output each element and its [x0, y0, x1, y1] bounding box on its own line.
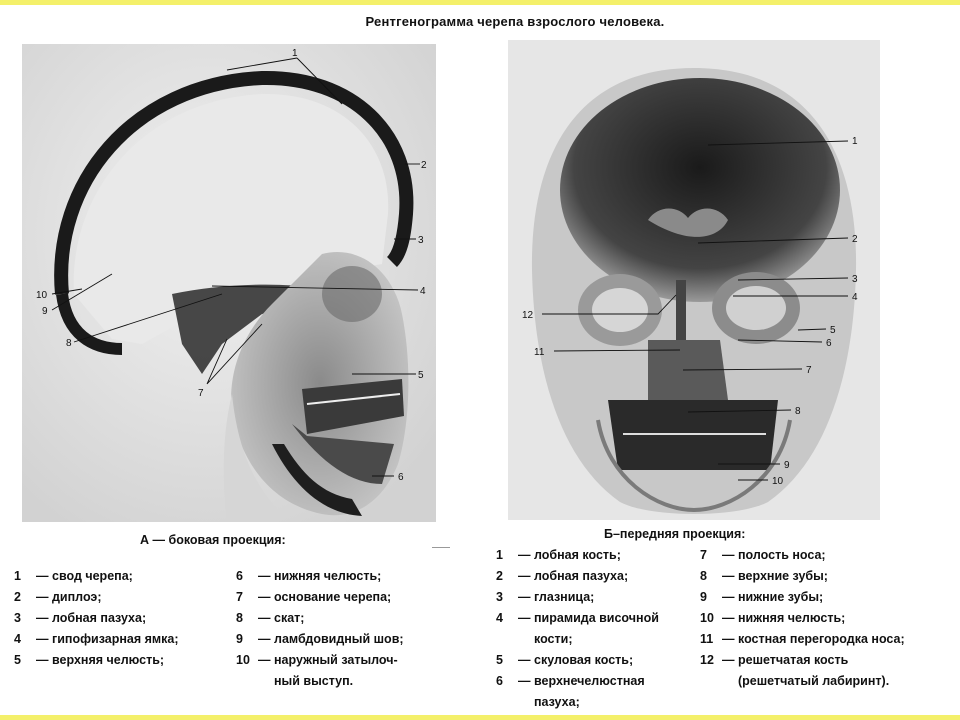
legend-item: 6 — верхнечелюстная — [496, 674, 645, 688]
bottom-frame-stripe — [0, 715, 960, 720]
frontal-label-8: 8 — [795, 406, 801, 417]
separator-mark — [432, 547, 450, 548]
legend-item-continuation: кости; — [534, 632, 573, 646]
legend-item: 12 — решетчатая кость — [700, 653, 849, 667]
legend-item: 3 — глазница; — [496, 590, 595, 604]
legend-item: 1 — лобная кость; — [496, 548, 621, 562]
legend-item: 2 — лобная пазуха; — [496, 569, 629, 583]
frontal-label-11: 11 — [534, 347, 545, 358]
legend-item-continuation: пазуха; — [534, 695, 580, 709]
frontal-caption: Б–передняя проекция: — [604, 527, 746, 541]
frontal-skull-xray — [508, 40, 880, 520]
lateral-legend-col1 — [14, 566, 179, 671]
lateral-label-4: 4 — [420, 286, 426, 297]
frontal-label-9: 9 — [784, 460, 790, 471]
frontal-label-3: 3 — [852, 274, 858, 285]
frontal-label-7: 7 — [806, 365, 812, 376]
legend-item-continuation: ный выступ. — [274, 674, 354, 688]
frontal-label-10: 10 — [772, 476, 784, 487]
legend-item: 5 — скуловая кость; — [496, 653, 634, 667]
top-frame-stripe — [0, 0, 960, 5]
legend-item: 1 — свод черепа; — [14, 569, 133, 583]
legend-item: 3 — лобная пазуха; — [14, 611, 147, 625]
legend-item: 4 — гипофизарная ямка; — [14, 632, 179, 646]
frontal-label-4: 4 — [852, 292, 858, 303]
legend-item: 7 — полость носа; — [700, 548, 826, 562]
legend-item: 7 — основание черепа; — [236, 590, 392, 604]
frontal-label-6: 6 — [826, 338, 832, 349]
legend-item: 11 — костная перегородка носа; — [700, 632, 905, 646]
lateral-label-9: 9 — [42, 306, 48, 317]
frontal-label-2: 2 — [852, 234, 858, 245]
legend-item: 8 — скат; — [236, 611, 305, 625]
legend-item: 2 — диплоэ; — [14, 590, 102, 604]
frontal-legend-col1 — [496, 545, 659, 713]
lateral-label-5: 5 — [418, 370, 424, 381]
frontal-legend-col2 — [700, 545, 905, 692]
lateral-caption: А — боковая проекция: — [140, 533, 286, 547]
legend-item: 8 — верхние зубы; — [700, 569, 828, 583]
lateral-label-8: 8 — [66, 338, 72, 349]
legend-item: 5 — верхняя челюсть; — [14, 653, 165, 667]
lateral-label-6: 6 — [398, 472, 404, 483]
legend-item: 4 — пирамида височной — [496, 611, 659, 625]
legend-item: 9 — нижние зубы; — [700, 590, 824, 604]
legend-item: 10 — наружный затылоч- — [236, 653, 398, 667]
frontal-label-5: 5 — [830, 325, 836, 336]
legend-item: 6 — нижняя челюсть; — [236, 569, 382, 583]
lateral-label-3: 3 — [418, 235, 424, 246]
lateral-label-1: 1 — [292, 48, 298, 59]
legend-item: 9 — ламбдовидный шов; — [236, 632, 404, 646]
lateral-label-7: 7 — [198, 388, 204, 399]
lateral-label-2: 2 — [421, 160, 427, 171]
frontal-label-12: 12 — [522, 310, 534, 321]
lateral-legend-col2 — [236, 566, 404, 692]
frontal-label-1: 1 — [852, 136, 858, 147]
lateral-skull-xray — [22, 44, 436, 522]
lateral-label-10: 10 — [36, 290, 48, 301]
page-title: Рентгенограмма черепа взрослого человека. — [365, 14, 665, 29]
legend-item: 10 — нижняя челюсть; — [700, 611, 846, 625]
legend-item-continuation: (решетчатый лабиринт). — [738, 674, 890, 688]
